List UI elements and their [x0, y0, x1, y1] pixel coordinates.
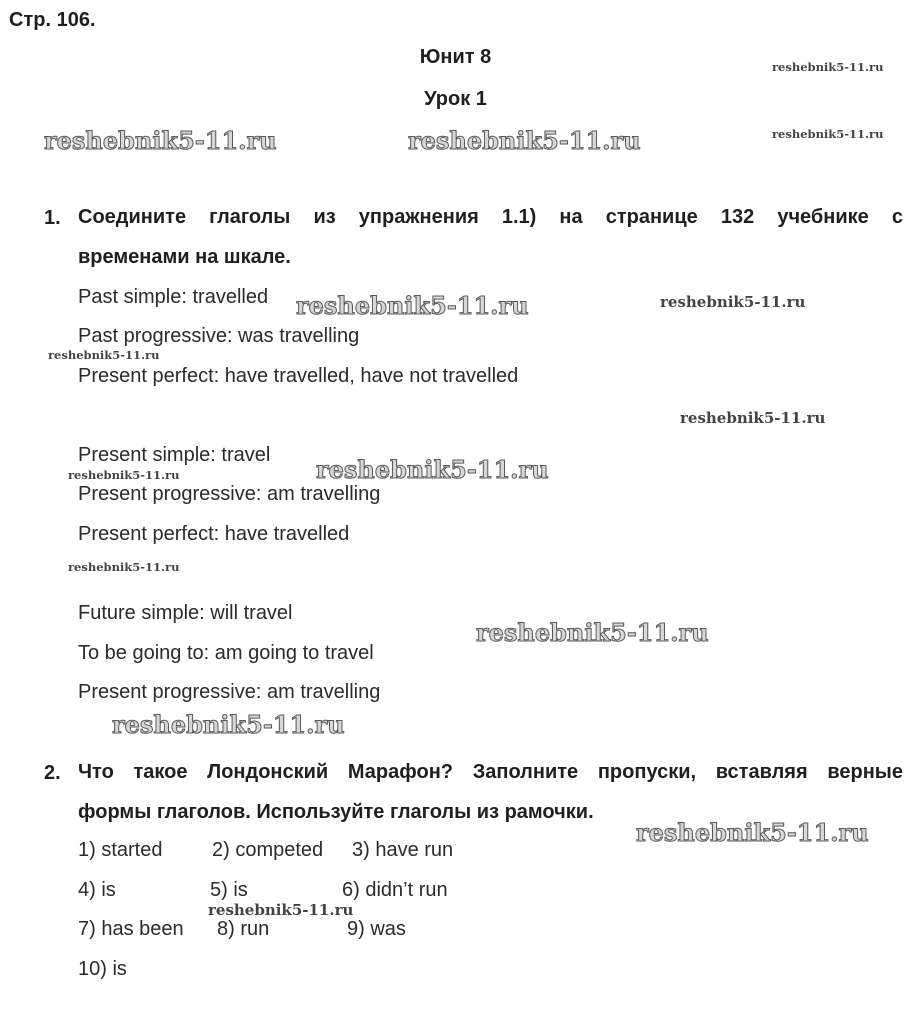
task1-text-line1: Соедините глаголы из упражнения 1.1) на странице 132 учебнике с: [78, 206, 903, 228]
watermark: reshebnik5-11.ru: [772, 127, 884, 141]
watermark: reshebnik5-11.ru: [48, 348, 160, 362]
task2-text-line2: формы глаголов. Используйте глаголы из рамочки.: [78, 801, 594, 823]
watermark: reshebnik5-11.ru: [208, 901, 354, 919]
watermark: reshebnik5-11.ru: [772, 60, 884, 74]
watermark: reshebnik5-11.ru: [660, 293, 806, 311]
watermark: reshebnik5-11.ru: [476, 618, 709, 647]
watermark: reshebnik5-11.ru: [636, 818, 869, 847]
task2-answer: 6) didn’t run: [342, 879, 448, 901]
task1-answer: Present perfect: have travelled: [78, 523, 350, 545]
task1-number: 1.: [44, 207, 61, 229]
task1-answer: Present perfect: have travelled, have not travelled: [78, 365, 519, 387]
watermark: reshebnik5-11.ru: [68, 468, 180, 482]
page-reference: Стр. 106.: [9, 9, 96, 31]
watermark: reshebnik5-11.ru: [68, 560, 180, 574]
task2-text-line1: Что такое Лондонский Марафон? Заполните пропуски, вставляя верные: [78, 761, 903, 783]
watermark: reshebnik5-11.ru: [408, 126, 641, 155]
task2-answer: 9) was: [347, 918, 406, 940]
watermark: reshebnik5-11.ru: [296, 291, 529, 320]
watermark: reshebnik5-11.ru: [316, 455, 549, 484]
task2-answer: 4) is: [78, 879, 116, 901]
task1-answer: Future simple: will travel: [78, 602, 293, 624]
watermark: reshebnik5-11.ru: [112, 710, 345, 739]
task1-answer: Present progressive: am travelling: [78, 483, 381, 505]
watermark: reshebnik5-11.ru: [44, 126, 277, 155]
task2-answer: 2) competed: [212, 839, 324, 861]
watermark: reshebnik5-11.ru: [680, 409, 826, 427]
task2-answer: 7) has been: [78, 918, 184, 940]
unit-title: Юнит 8: [419, 46, 492, 68]
task1-answer: To be going to: am going to travel: [78, 642, 374, 664]
task1-answer: Present simple: travel: [78, 444, 271, 466]
task2-answer: 8) run: [217, 918, 270, 940]
task2-answer: 1) started: [78, 839, 163, 861]
lesson-title: Урок 1: [424, 88, 487, 110]
task2-answer: 10) is: [78, 958, 127, 980]
task2-answer: 3) have run: [352, 839, 454, 861]
task1-answer: Present progressive: am travelling: [78, 681, 381, 703]
task2-answer: 5) is: [210, 879, 248, 901]
task1-answer: Past progressive: was travelling: [78, 325, 360, 347]
task1-text-line2: временами на шкале.: [78, 246, 291, 268]
task2-number: 2.: [44, 762, 61, 784]
task1-answer: Past simple: travelled: [78, 286, 269, 308]
